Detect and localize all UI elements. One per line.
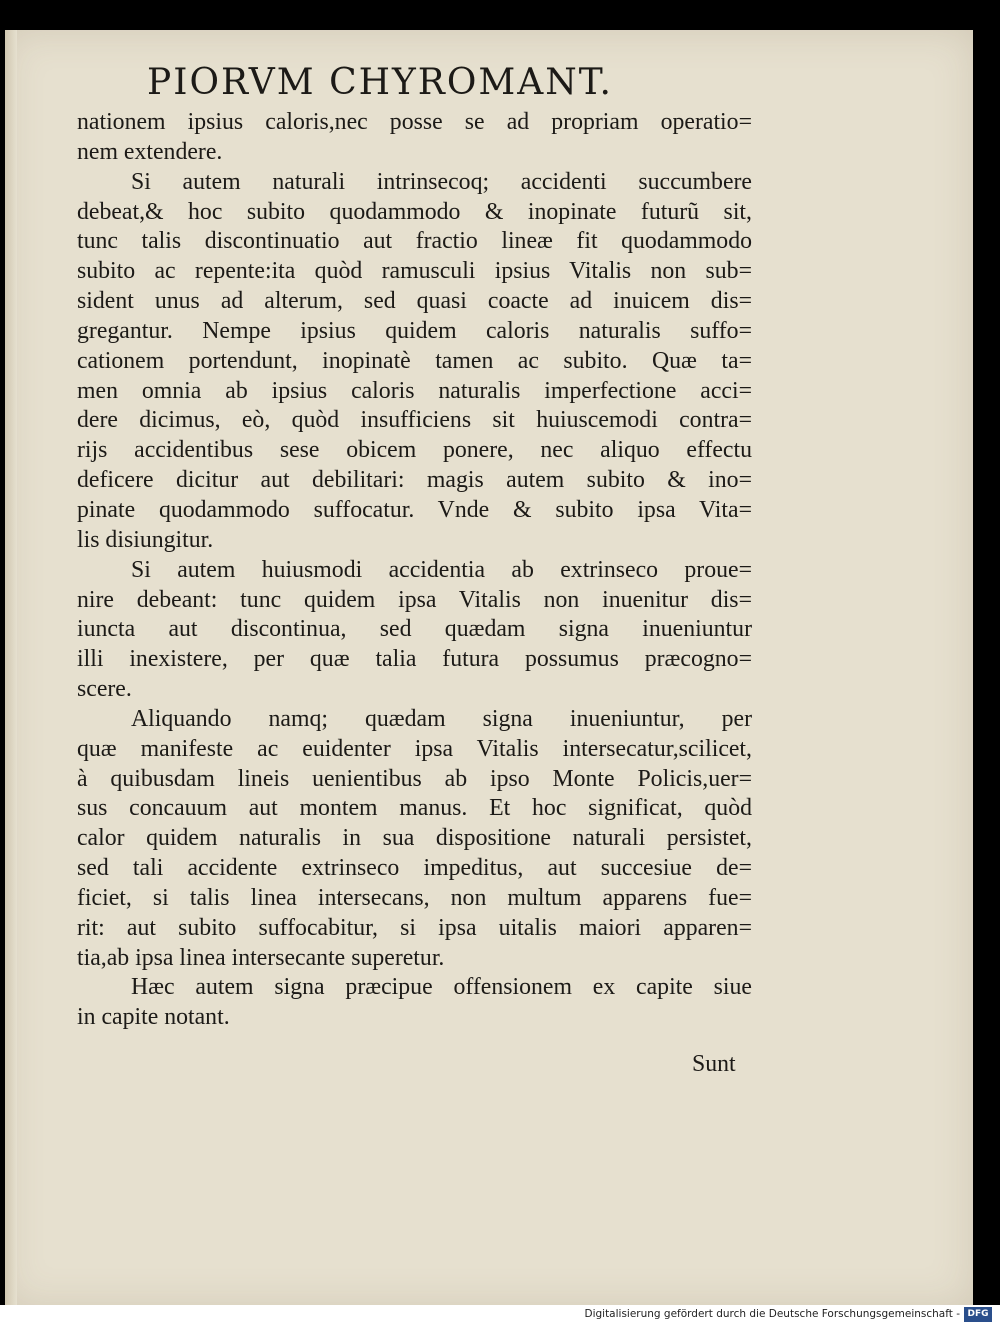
text-line: scere.	[77, 676, 132, 703]
text-line: quæ manifeste ac euidenter ipsa Vitalis intersecatur,scilicet,	[77, 735, 752, 762]
main-text-block	[77, 108, 752, 1033]
text-line: à quibusdam lineis uenientibus ab ipso Monte Policis,uer=	[77, 765, 752, 792]
text-line: sed tali accidente extrinseco impeditus, aut succesiue de=	[77, 855, 752, 882]
text-line: calor quidem naturalis in sua dispositione naturali persistet,	[77, 825, 752, 852]
text-line: rijs accidentibus sese obicem ponere, nec aliquo effectu	[77, 437, 752, 464]
text-line: nem extendere.	[77, 138, 223, 165]
text-line: gregantur. Nempe ipsius quidem caloris naturalis suffo=	[77, 317, 752, 344]
footer-bar	[0, 1305, 1000, 1325]
text-line: Hæc autem signa præcipue offensionem ex capite siue	[131, 974, 752, 1001]
text-line: nationem ipsius caloris,nec posse se ad propriam operatio=	[77, 109, 752, 135]
text-line: debeat,& hoc subito quodammodo & inopinate futurũ sit,	[77, 198, 752, 225]
text-line: Si autem naturali intrinsecoq; accidenti succumbere	[131, 168, 752, 195]
text-line: Aliquando namq; quædam signa inueniuntur, per	[131, 705, 752, 732]
text-line: nire debeant: tunc quidem ipsa Vitalis non inuenitur dis=	[77, 586, 752, 613]
page-gutter	[5, 30, 17, 1307]
text-line: lis disiungitur.	[77, 526, 214, 553]
text-line: men omnia ab ipsius caloris naturalis imperfectione acci=	[77, 377, 752, 404]
text-line: iuncta aut discontinua, sed quædam signa inueniuntur	[77, 616, 752, 643]
text-line: rit: aut subito suffocabitur, si ipsa uitalis maiori apparen=	[77, 914, 752, 941]
text-line: deficere dicitur aut debilitari: magis autem subito & ino=	[77, 467, 752, 494]
text-line: in capite notant.	[77, 1004, 230, 1031]
text-line: Si autem huiusmodi accidentia ab extrinseco proue=	[131, 556, 752, 583]
text-line: subito ac repente:ita quòd ramusculi ipsius Vitalis non sub=	[77, 258, 752, 285]
dfg-logo-icon: DFG	[964, 1307, 992, 1322]
text-line: sident unus ad alterum, sed quasi coacte ad inuicem dis=	[77, 288, 752, 315]
catchword: Sunt	[692, 1051, 736, 1077]
text-line: ficiet, si talis linea intersecans, non multum apparens fue=	[77, 884, 752, 911]
text-line: sus concauum aut montem manus. Et hoc significat, quòd	[77, 795, 752, 822]
text-line: dere dicimus, eò, quòd insufficiens sit huiuscemodi contra=	[77, 407, 752, 434]
text-line: tia,ab ipsa linea intersecante superetur.	[77, 944, 445, 971]
text-line: tunc talis discontinuatio aut fractio lineæ fit quodammodo	[77, 228, 752, 255]
funding-credit: Digitalisierung gefördert durch die Deutsche Forschungsgemeinschaft -	[584, 1308, 960, 1320]
text-line: illi inexistere, per quæ talia futura possumus præcogno=	[77, 646, 752, 673]
text-line: cationem portendunt, inopinatè tamen ac subito. Quæ ta=	[77, 347, 752, 374]
text-line: pinate quodammodo suffocatur. Vnde & subito ipsa Vita=	[77, 496, 752, 523]
running-title: PIORVM CHYROMANT.	[147, 62, 613, 103]
